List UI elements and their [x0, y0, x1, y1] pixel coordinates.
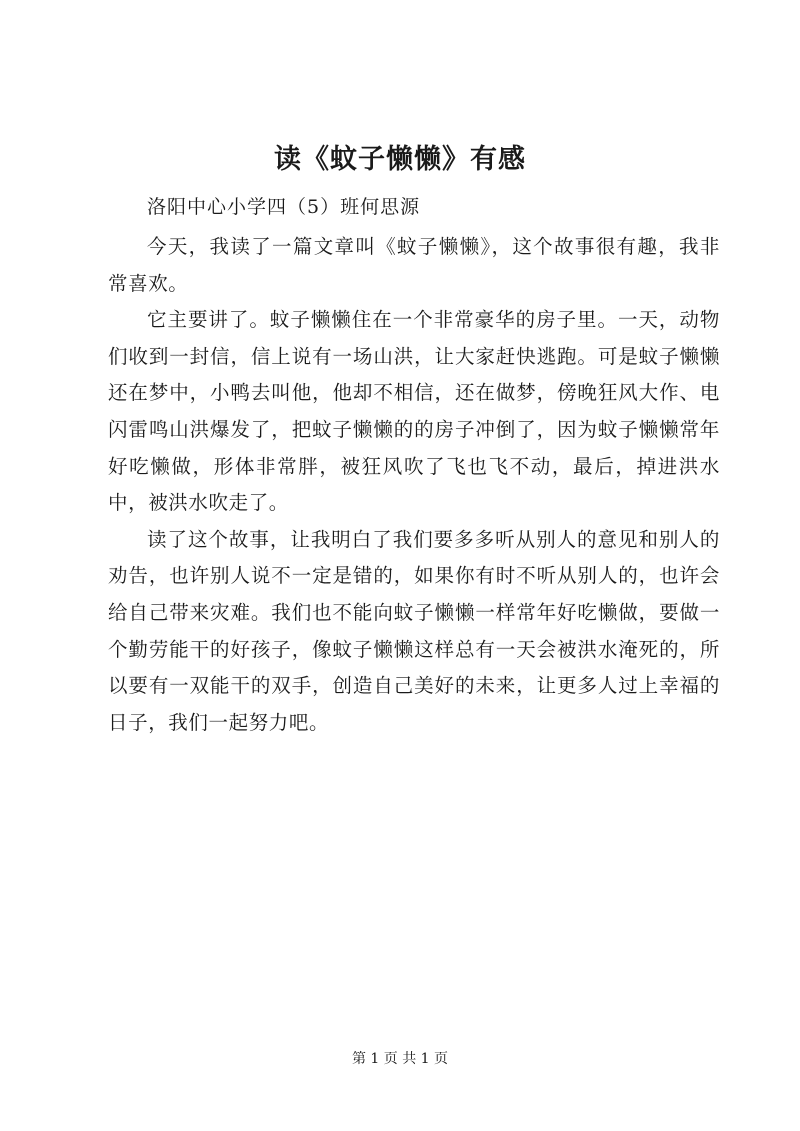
paragraph-3: 读了这个故事，让我明白了我们要多多听从别人的意见和别人的劝告，也许别人说不一定是错的，如果你有时不听从别人的，也许会给自己带来灾难。我们也不能向蚊子懒懒一样常年好吃懒做，要做一个勤劳能干的好孩子，像蚊子懒懒这样总有一天会被洪水淹死的，所以要有一双能干的双手，创造自己美好的未来，让更多人过上幸福的日子，我们一起努力吧。 — [108, 527, 720, 734]
document-body — [108, 229, 720, 741]
author-line: 洛阳中心小学四（5）班何思源 — [147, 196, 421, 218]
page-footer: 第 1 页 共 1 页 — [351, 1051, 449, 1067]
document-title: 读《蚊子懒懒》有感 — [274, 144, 526, 175]
paragraph-2: 它主要讲了。蚊子懒懒住在一个非常豪华的房子里。一天，动物们收到一封信，信上说有一场山洪，让大家赶快逃跑。可是蚊子懒懒还在梦中，小鸭去叫他，他却不相信，还在做梦，傍晚狂风大作、电闪雷鸣山洪爆发了，把蚊子懒懒的的房子冲倒了，因为蚊子懒懒常年好吃懒做，形体非常胖，被狂风吹了飞也飞不动，最后，掉进洪水中，被洪水吹走了。 — [108, 308, 720, 515]
paragraph-1: 今天，我读了一篇文章叫《蚊子懒懒》，这个故事很有趣，我非常喜欢。 — [108, 235, 720, 295]
